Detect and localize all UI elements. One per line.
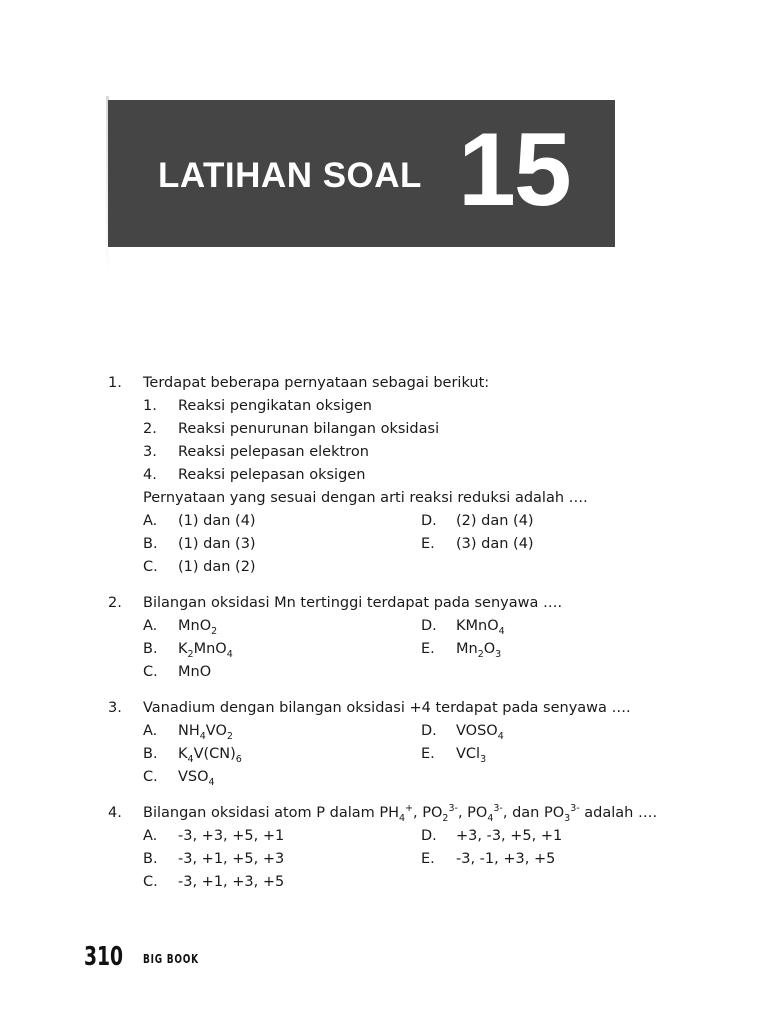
- option-letter: A.: [143, 723, 158, 739]
- answer-option-b: [143, 848, 421, 871]
- banner-title: LATIHAN SOAL: [158, 156, 422, 195]
- statement-list: [143, 395, 668, 487]
- option-letter: D.: [421, 513, 437, 529]
- answer-option-b: [143, 533, 421, 556]
- option-letter: D.: [421, 723, 437, 739]
- option-formula: VCl$_3$: [456, 746, 487, 765]
- statement-item: [143, 441, 668, 464]
- option-letter: B.: [143, 746, 158, 762]
- answer-option-c: [143, 661, 421, 684]
- answer-option-b: [143, 743, 421, 766]
- answer-options: [143, 615, 668, 684]
- answer-option-a: [143, 720, 421, 743]
- answer-option-d: [421, 615, 661, 638]
- option-text: -3, +1, +5, +3: [178, 851, 285, 867]
- statement-text: Reaksi penurunan bilangan oksidasi: [178, 421, 440, 437]
- answer-option-c: [143, 556, 421, 579]
- answer-option-d: [421, 510, 661, 533]
- option-letter: C.: [143, 559, 158, 575]
- option-letter: A.: [143, 618, 158, 634]
- option-text: (3) dan (4): [456, 536, 534, 552]
- statement-text: Reaksi pengikatan oksigen: [178, 398, 372, 414]
- statement-item: [143, 395, 668, 418]
- option-letter: B.: [143, 641, 158, 657]
- answer-option-e: [421, 848, 661, 871]
- question-4: [108, 802, 668, 894]
- question-number: 3.: [108, 700, 122, 716]
- option-letter: B.: [143, 851, 158, 867]
- answer-options: [143, 510, 668, 579]
- answer-options: [143, 825, 668, 894]
- answer-option-d: [421, 720, 661, 743]
- question-number: 2.: [108, 595, 122, 611]
- option-letter: E.: [421, 641, 435, 657]
- option-letter: C.: [143, 874, 158, 890]
- answer-option-a: [143, 825, 421, 848]
- answer-option-c: [143, 871, 421, 894]
- answer-option-e: [421, 638, 661, 661]
- answer-options: [143, 720, 668, 789]
- option-text: (1) dan (3): [178, 536, 256, 552]
- option-formula: $Mn_2O_3$: [456, 641, 502, 660]
- answer-option-c: [143, 766, 421, 789]
- statement-number: 2.: [143, 421, 157, 437]
- option-formula: MnO: [178, 664, 212, 680]
- chapter-banner: [108, 100, 615, 247]
- option-letter: A.: [143, 828, 158, 844]
- answer-option-e: [421, 743, 661, 766]
- statement-text: Reaksi pelepasan oksigen: [178, 467, 366, 483]
- option-text: (1) dan (4): [178, 513, 256, 529]
- option-letter: E.: [421, 536, 435, 552]
- option-formula: $VOSO_4$: [456, 723, 504, 742]
- statement-text: Reaksi pelepasan elektron: [178, 444, 369, 460]
- answer-option-e: [421, 533, 661, 556]
- question-text: Bilangan oksidasi atom P dalam $PH_4^+$, $PO_2^{3-}$, $PO_4^{3-}$, dan $PO_3^{3-}$ adalah ….: [143, 803, 658, 824]
- answer-option-b: [143, 638, 421, 661]
- option-formula: $NH_4VO_2$: [178, 723, 233, 742]
- answer-option-d: [421, 825, 661, 848]
- question-text: Vanadium dengan bilangan oksidasi +4 terdapat pada senyawa ….: [143, 700, 631, 716]
- option-formula: $VSO_4$: [178, 769, 215, 788]
- question-list: [108, 372, 668, 907]
- question-number: 4.: [108, 805, 122, 821]
- statement-item: [143, 418, 668, 441]
- option-letter: A.: [143, 513, 158, 529]
- option-letter: E.: [421, 851, 435, 867]
- statement-item: [143, 464, 668, 487]
- option-letter: B.: [143, 536, 158, 552]
- option-text: -3, -1, +3, +5: [456, 851, 556, 867]
- question-text: Bilangan oksidasi Mn tertinggi terdapat pada senyawa ….: [143, 595, 563, 611]
- footer-brand: BIG BOOK: [143, 952, 199, 966]
- option-letter: D.: [421, 618, 437, 634]
- answer-option-a: [143, 615, 421, 638]
- option-text: -3, +1, +3, +5: [178, 874, 285, 890]
- option-text: +3, -3, +5, +1: [456, 828, 563, 844]
- page-number: 310: [84, 942, 124, 972]
- question-text: Terdapat beberapa pernyataan sebagai berikut:: [143, 375, 490, 391]
- question-3: [108, 697, 668, 789]
- option-text: (2) dan (4): [456, 513, 534, 529]
- statement-number: 3.: [143, 444, 157, 460]
- banner-number: 15: [458, 112, 570, 228]
- option-formula: MnO$_2$: [178, 618, 218, 637]
- option-letter: D.: [421, 828, 437, 844]
- option-formula: $K_2MnO_4$: [178, 641, 233, 660]
- option-letter: C.: [143, 664, 158, 680]
- question-followup: Pernyataan yang sesuai dengan arti reaksi reduksi adalah ….: [143, 490, 588, 506]
- answer-option-a: [143, 510, 421, 533]
- option-text: -3, +3, +5, +1: [178, 828, 285, 844]
- option-text: (1) dan (2): [178, 559, 256, 575]
- option-formula: $K_4V(CN)_6$: [178, 746, 242, 765]
- statement-number: 4.: [143, 467, 157, 483]
- option-letter: C.: [143, 769, 158, 785]
- question-number: 1.: [108, 375, 122, 391]
- option-letter: E.: [421, 746, 435, 762]
- question-1: [108, 372, 668, 579]
- statement-number: 1.: [143, 398, 157, 414]
- question-2: [108, 592, 668, 684]
- option-formula: KMnO$_4$: [456, 618, 505, 637]
